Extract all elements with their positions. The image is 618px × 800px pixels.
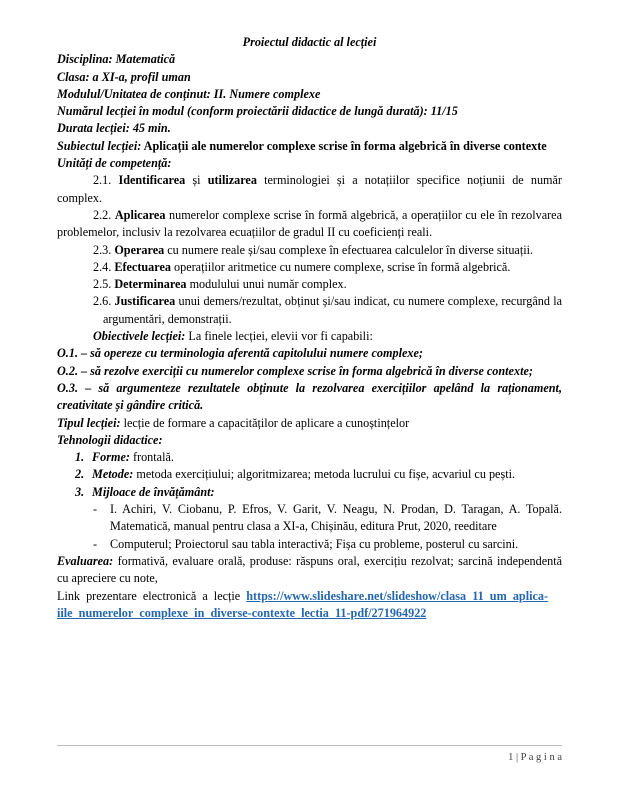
competence-item-26 <box>93 293 562 328</box>
competence-number: 2.5. <box>93 277 115 292</box>
tech-item-number: 3. <box>75 484 85 499</box>
clasa-line: Clasa: a XI-a, profil uman <box>57 69 191 84</box>
durata-line: Durata lecției: 45 min. <box>57 121 171 136</box>
tech-item-label: Metode: <box>92 467 134 482</box>
page-title: Proiectul didactic al lecției <box>242 35 377 49</box>
tipul-line <box>57 415 562 432</box>
tech-item-text: metoda exercițiului; algoritmizarea; metoda lucrului cu fișe, acvariul cu pești. <box>133 467 516 482</box>
obiective-heading-line <box>57 328 562 345</box>
subiect-label: Subiectul lecției: <box>57 138 142 153</box>
tech-item-number: 2. <box>75 467 85 482</box>
competence-number: 2.4. <box>93 259 115 274</box>
objective-item-3: O.3. – să argumenteze rezultatele obținute la rezolvarea exercițiilor apelând la raționament, creativitate și gândire critică. <box>57 380 562 413</box>
competence-text: unui demers/rezultat, obținut și/sau indicat, cu numere complexe, recurgând la argumentări, demonstrații. <box>103 294 562 326</box>
link-first-line <box>57 589 548 603</box>
competence-text: cu numere reale și/sau complexe în efectuarea calculelor în diverse situații. <box>164 242 534 257</box>
tech-item-number: 1. <box>75 450 85 465</box>
competence-item-23 <box>57 242 562 259</box>
numarul-lectiei-line: Numărul lecției în modul (conform proiectării didactice de lungă durată): 11/15 <box>57 104 458 119</box>
tipul-text: lecție de formare a capacităților de aplicare a cunoștințelor <box>120 415 410 430</box>
tech-item-metode <box>57 466 562 483</box>
competence-keyword: Efectuarea <box>114 259 171 274</box>
competence-text: operațiilor aritmetice cu numere complexe, scrise în formă algebrică. <box>170 259 511 274</box>
competence-number: 2.3. <box>93 242 115 257</box>
competence-number: 2.6. <box>93 294 115 309</box>
page-footer <box>57 745 562 766</box>
presentation-link-line2[interactable]: iile_numerelor_complexe_in_diverse-contexte_lectia_11-pdf/271964922 <box>57 605 427 620</box>
presentation-link[interactable] <box>57 606 426 620</box>
obiective-intro: La finele lecției, elevii vor fi capabili: <box>185 329 373 344</box>
evaluarea-text: formativă, evaluare orală, produse: răspuns oral, exercițiu rezolvat; sarcină independentă cu apreciere cu note, <box>57 553 562 586</box>
competence-number: 2.2. <box>93 207 115 222</box>
tech-item-forme <box>57 449 562 466</box>
subiect-text: Aplicații ale numerelor complexe scrise în forma algebrică în diverse contexte <box>141 138 547 153</box>
tipul-label: Tipul lecției: <box>57 415 121 430</box>
objective-item-2: O.2. – să rezolve exerciții cu numerelor complexe scrise în forma algebrică în diverse contexte; <box>57 363 533 378</box>
tech-item-text: frontală. <box>129 450 174 465</box>
disciplina-line: Disciplina: Matematică <box>57 52 176 67</box>
unitati-heading: Unități de competență: <box>57 156 172 171</box>
evaluarea-line <box>57 553 562 588</box>
modulul-line: Modulul/Unitatea de conținut: II. Numere complexe <box>57 86 321 101</box>
competence-text: terminologiei și a notațiilor specifice noțiunii de număr complex. <box>57 173 562 205</box>
competence-item-24 <box>57 259 562 276</box>
dash-bullet: - <box>93 502 98 517</box>
competence-keyword: Justificarea <box>114 294 176 309</box>
competence-item-25 <box>57 276 562 293</box>
competence-number: 2.1. <box>93 173 119 188</box>
competence-text: și <box>185 173 208 188</box>
resource-text: I. Achiri, V. Ciobanu, P. Efros, V. Garit, V. Neagu, N. Prodan, D. Taragan, A. Topală. Matematică, manual pentru clasa a XI-a, Chișinău, editura Prut, 2020, reeditare <box>110 502 562 534</box>
page-number: 1 | P a g i n a <box>508 752 562 763</box>
objective-item-1: O.1. – să opereze cu terminologia aferentă capitolului numere complexe; <box>57 346 423 361</box>
tech-item-label: Forme: <box>92 450 130 465</box>
document-content <box>57 34 562 622</box>
obiective-label: Obiectivele lecției: <box>93 329 186 344</box>
competence-text: modulului unui număr complex. <box>186 277 347 292</box>
evaluarea-label: Evaluarea: <box>57 553 114 568</box>
competence-keyword: utilizarea <box>207 173 257 188</box>
resource-item-manual <box>93 501 562 536</box>
tech-item-label: Mijloace de învățământ: <box>92 484 215 499</box>
dash-bullet: - <box>93 536 98 551</box>
competence-keyword: Operarea <box>114 242 165 257</box>
presentation-link-line1[interactable]: https://www.slideshare.net/slideshow/clasa_11_um_aplica- <box>246 588 549 603</box>
competence-keyword: Identificarea <box>118 173 186 188</box>
link-intro-text: Link prezentare electronică a lecție <box>57 588 247 603</box>
competence-item-22 <box>57 207 562 242</box>
competence-item-21 <box>57 172 562 207</box>
link-line <box>57 588 562 623</box>
competence-text: numerelor complexe scrise în formă algebrică, a operațiilor cu ele în rezolvarea problemelor, inclusiv la rezolvarea ecuațiilor de gradul II cu coeficienți reali. <box>57 207 563 240</box>
competence-keyword: Aplicarea <box>114 207 166 222</box>
resource-item-computer <box>93 536 562 553</box>
presentation-link[interactable] <box>246 589 548 603</box>
resource-text: Computerul; Proiectorul sau tabla interactivă; Fișa cu probleme, posterul cu sarcini. <box>110 536 519 551</box>
tehnologii-heading: Tehnologii didactice: <box>57 432 163 447</box>
subiect-line <box>57 138 562 155</box>
tech-item-mijloace <box>57 484 562 501</box>
competence-keyword: Determinarea <box>114 277 187 292</box>
